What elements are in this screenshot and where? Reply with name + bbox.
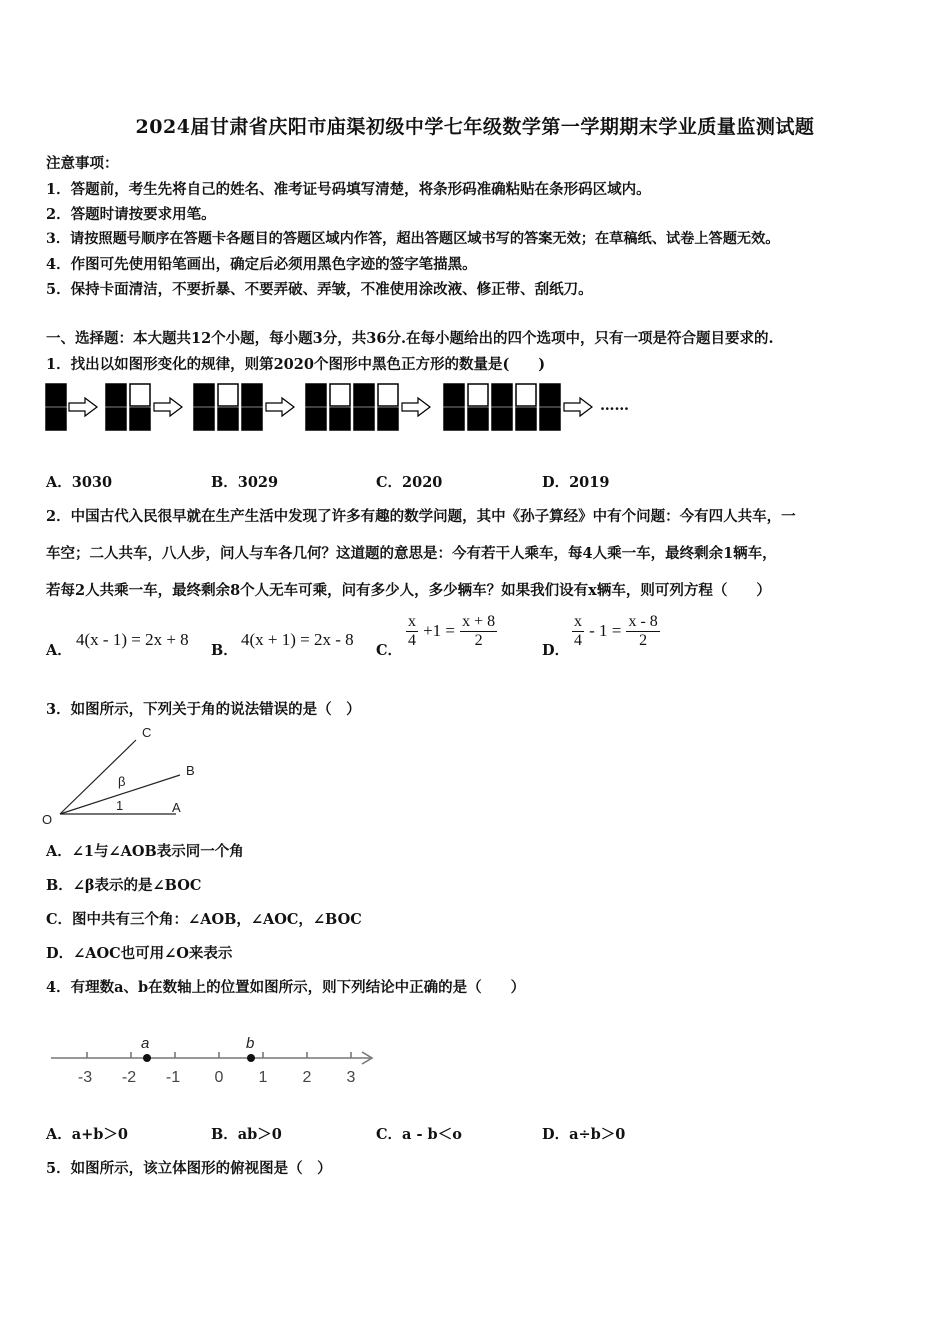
q2-option-a-label[interactable]: A． (46, 642, 72, 659)
tick-label: 2 (302, 1069, 312, 1086)
point-a (143, 1054, 151, 1062)
denominator: 2 (474, 632, 483, 649)
label-a: A (172, 800, 181, 815)
tick-label: 3 (346, 1069, 356, 1086)
page-title: 2024届甘肃省庆阳市庙渠初级中学七年级数学第一学期期末学业质量监测试题 (135, 116, 815, 138)
q2-stem-line: 2．中国古代入民很早就在生产生活中发现了许多有趣的数学问题，其中《孙子算经》中有个问题：今有四人共车，一 (46, 508, 796, 525)
fraction (406, 613, 418, 650)
equation-middle: +1 = (423, 621, 456, 640)
label-1: 1 (116, 798, 124, 813)
label-b: B (186, 763, 195, 778)
q2-option-d-equation[interactable] (572, 613, 660, 650)
q3-stem: 3．如图所示，下列关于角的说法错误的是（ ） (46, 701, 361, 718)
numerator: x (574, 613, 582, 630)
q2-option-c-equation[interactable] (406, 613, 497, 650)
label-c: C (142, 725, 152, 740)
q5-stem: 5．如图所示，该立体图形的俯视图是（ ） (46, 1160, 332, 1177)
tick-label: 1 (258, 1069, 268, 1086)
label-o: O (42, 812, 53, 827)
q3-option-a[interactable]: A．∠1与∠AOB表示同一个角 (46, 843, 244, 860)
equation-middle: - 1 = (589, 621, 622, 640)
q3-option-c[interactable]: C．图中共有三个角：∠AOB，∠AOC，∠BOC (46, 911, 362, 928)
section-heading: 一、选择题：本大题共12个小题，每小题3分，共36分.在每小题给出的四个选项中，只有一项是符合题目要求的. (46, 330, 774, 347)
denominator: 4 (408, 632, 416, 649)
tick-label: -1 (165, 1069, 181, 1086)
fraction (626, 613, 659, 650)
numerator: x - 8 (628, 613, 658, 630)
q1-ellipsis: …… (600, 397, 629, 414)
notes-heading: 注意事项： (46, 155, 119, 172)
fraction (572, 613, 584, 650)
q2-option-b-equation[interactable]: 4(x + 1) = 2x - 8 (241, 630, 354, 649)
q2-option-b-label[interactable]: B． (211, 642, 238, 659)
fraction (460, 613, 497, 650)
q1-option-c[interactable]: C．2020 (376, 474, 443, 491)
q1-option-b[interactable]: B．3029 (211, 474, 279, 491)
numerator: x + 8 (462, 613, 496, 630)
q3-option-d[interactable]: D．∠AOC也可用∠O来表示 (46, 945, 233, 962)
q1-option-d[interactable]: D．2019 (542, 474, 610, 491)
q4-option-d[interactable]: D．a÷b＞0 (542, 1126, 626, 1143)
q2-stem-line: 车空；二人共车，八人步，问人与车各几何？这道题的意思是：今有若干人乘车，每4人乘一车，最终剩余1辆车， (46, 545, 777, 562)
q4-option-a[interactable]: A．a+b＞0 (46, 1126, 129, 1143)
q1-option-a[interactable]: A．3030 (46, 474, 113, 491)
q1-pattern-figure (44, 382, 644, 434)
q2-option-d-label[interactable]: D． (542, 642, 570, 659)
point-b (247, 1054, 255, 1062)
label-a: a (141, 1035, 150, 1052)
q3-angle-figure (40, 722, 220, 828)
note-item: 2．答题时请按要求用笔。 (46, 206, 216, 223)
q4-option-c[interactable]: C．a - b＜o (376, 1126, 462, 1143)
label-b: b (246, 1035, 255, 1052)
q1-stem: 1．找出以如图形变化的规律，则第2020个图形中黑色正方形的数量是( ) (46, 356, 546, 373)
note-item: 3．请按照题号顺序在答题卡各题目的答题区域内作答，超出答题区域书写的答案无效；在草稿纸、试卷上答题无效。 (46, 231, 780, 247)
tick-label: -2 (121, 1069, 137, 1086)
denominator: 2 (639, 632, 648, 649)
note-item: 4．作图可先使用铅笔画出，确定后必须用黑色字迹的签字笔描黑。 (46, 256, 477, 273)
denominator: 4 (574, 632, 582, 649)
q4-option-b[interactable]: B．ab＞0 (211, 1126, 282, 1143)
q2-option-c-label[interactable]: C． (376, 642, 403, 659)
q2-stem-line: 若每2人共乘一车，最终剩余8个人无车可乘，问有多少人，多少辆车？如果我们设有x辆车，则可列方程（ ） (46, 582, 771, 599)
q4-stem: 4．有理数a、b在数轴上的位置如图所示，则下列结论中正确的是（ ） (46, 979, 526, 996)
q4-number-line (48, 1030, 382, 1090)
tick-label: -3 (77, 1069, 93, 1086)
note-item: 5．保持卡面清洁，不要折暴、不要弄破、弄皱，不准使用涂改液、修正带、刮纸刀。 (46, 281, 593, 298)
note-item: 1．答题前，考生先将自己的姓名、准考证号码填写清楚，将条形码准确粘贴在条形码区域内。 (46, 181, 651, 198)
label-beta: β (118, 774, 126, 789)
q2-option-a-equation[interactable]: 4(x - 1) = 2x + 8 (76, 630, 189, 649)
tick-label: 0 (214, 1069, 224, 1086)
q3-option-b[interactable]: B．∠β表示的是∠BOC (46, 877, 202, 894)
numerator: x (408, 613, 416, 630)
